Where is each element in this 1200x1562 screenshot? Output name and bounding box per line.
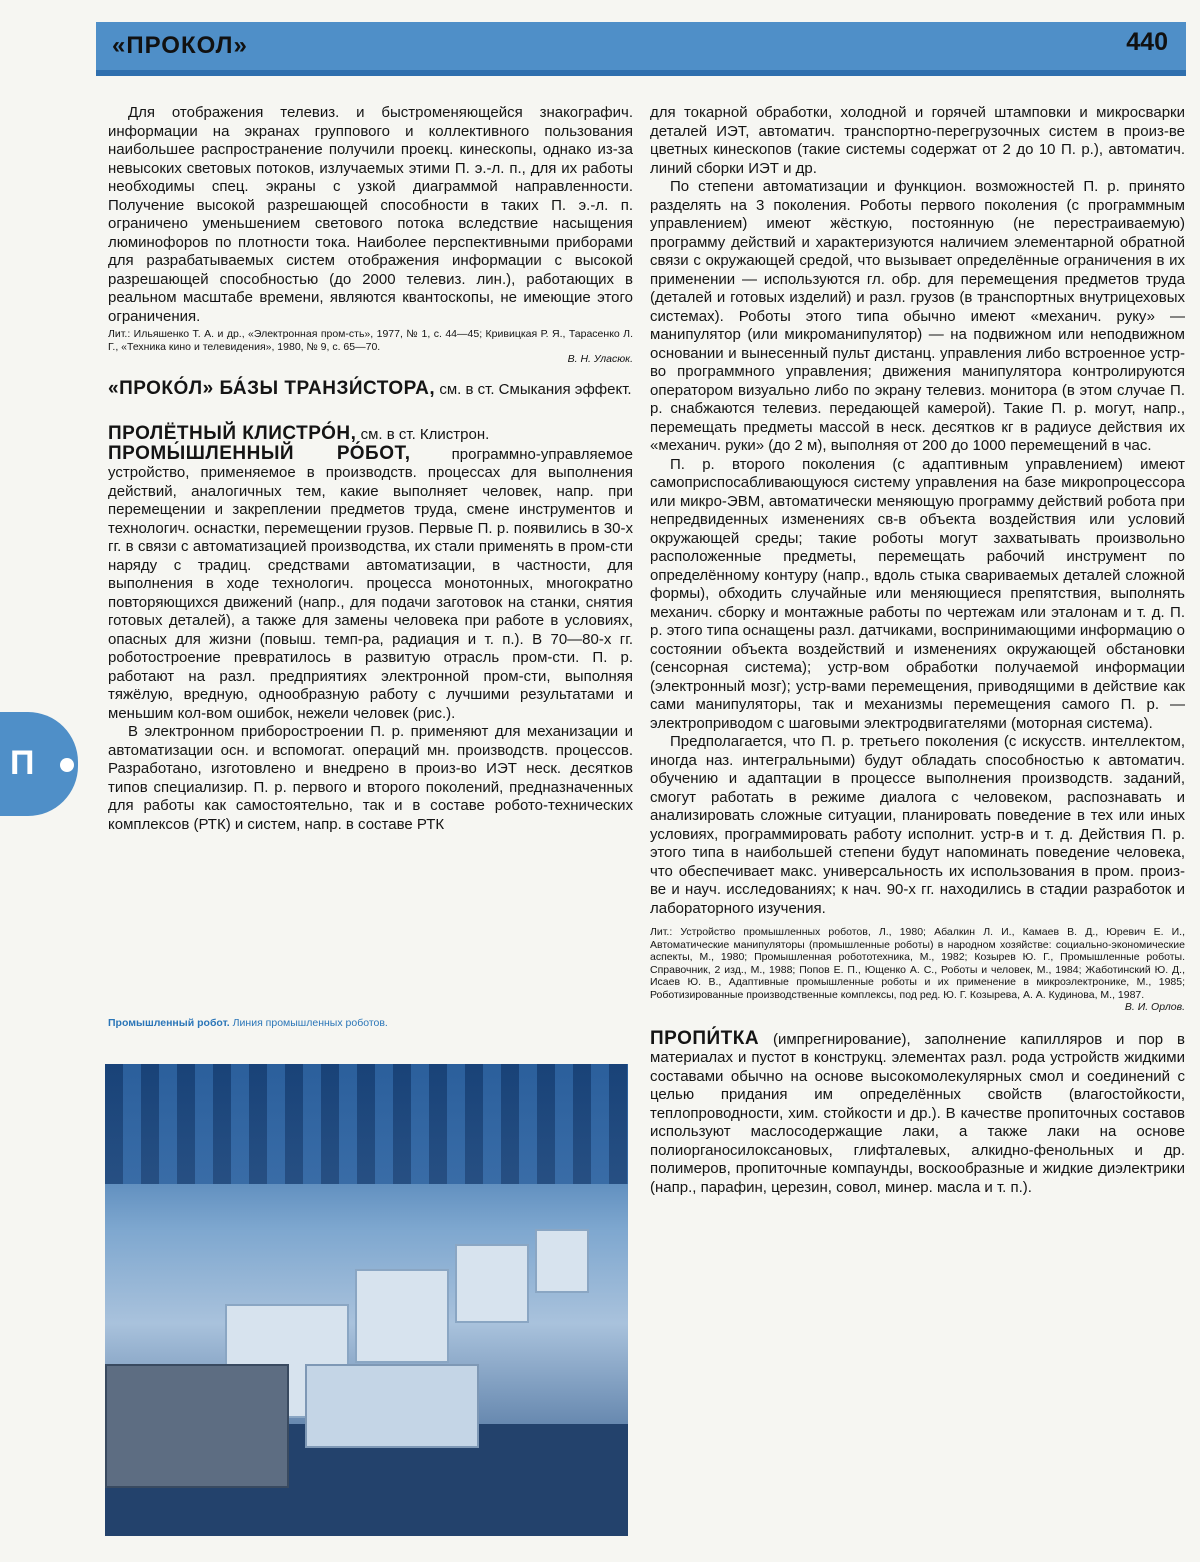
literature-reference: Лит.: Устройство промышленных роботов, Л., 1980; Абалкин Л. И., Камаев В. Д., Юревич Е. И., Автоматические манипуляторы (промышленные роботы) в народном хозяйстве: социально-экономические аспекты, М., 1980; Промышленная робототехника, М., 1982; Козырев Ю. Г., Промышленные роботы. Справочник, 2 изд., М., 1988; Попов Е. П., Ющенко А. С., Роботы и человек, М., 1984; Жаботинский Ю. Д., Исаев Ю. В., Адаптивные промышленные роботы и их применение в микроэлектронике, М., 1985; Роботизированные производственные комплексы, под ред. Ю. Г. Козырева, А. А. Кудинова, М., 1987.	[650, 926, 1185, 1001]
thumb-index-tab	[0, 712, 78, 816]
paragraph: для токарной обработки, холодной и горячей штамповки и микросварки деталей ИЭТ, автоматич. транспортно-перегрузочных систем в произ-ве цветных кинескопов (такие системы содержат от 2 до 10 П. р.), автоматич. линий сборки ИЭТ и др.	[650, 104, 1185, 177]
entry-term: «ПРОКО́Л» БА́ЗЫ ТРАНЗИ́СТОРА,	[108, 377, 436, 399]
figure-caption-text: Линия промышленных роботов.	[232, 1017, 388, 1029]
photo-ceiling	[105, 1064, 628, 1184]
figure-photo	[105, 1064, 628, 1536]
control-console	[105, 1364, 289, 1488]
entry-term: ПРОМЫ́ШЛЕННЫЙ РО́БОТ,	[108, 442, 411, 464]
figure-caption-title: Промышленный робот.	[108, 1017, 230, 1029]
page-number: 440	[1126, 28, 1168, 56]
entry-text: программно-управляемое устройство, применяемое в производств. процессах для выполнения действий, аналогичных тем, какие выполняет человек, напр. при перемещении и закреплении предметов труда, смене инструментов и технологич. оснастки, перемещении грузов. Первые П. р. появились в 30-х гг. в связи с автоматизацией производства, их стали применять в пром-сти наряду с традиц. средствами автоматизации, в частности, для выполнения в ходе технологич. процесса монотонных, многократно повторяющихся движений (напр., для подачи заготовок на станки, снятия готовых деталей), а также для замены человека при работе в условиях, опасных для жизни (повыш. темп-ра, радиация и т. п.). В 70—80-х гг. роботостроение превратилось в развитую отрасль пром-сти. П. р. работают на разл. предприятиях электронной пром-сти, выполняя тяжёлую, вредную, однообразную работу с лучшими результатами и меньшим кол-вом ошибок, нежели человек (рис.).	[108, 445, 634, 722]
entry-text: см. в ст. Клистрон.	[360, 426, 490, 443]
thumb-index-dot	[60, 758, 74, 772]
robot-machine	[455, 1244, 529, 1323]
paragraph: П. р. второго поколения (с адаптивным управлением) имеют самоприспосабливающуюся систему управления на базе микропроцессора или микро-ЭВМ, автоматически меняющую программу действий робота при непредвиденных изменениях св-в объекта воздействия или условий окружающей среды; такие роботы могут захватывать произвольно расположенные предметы, перемещать рабочий инструмент по определённому контуру (напр., вдоль стыка свариваемых деталей сложной формы), обходить случайные или меняющиеся препятствия, выполнять механич. сборку и монтажные работы по чертежам или эталонам и т. д. П. р. этого типа оснащены разл. датчиками, воспринимающими информацию о состоянии объекта воздействий и изменениях окружающей обстановки (сенсорная система); устр-вом обработки получаемой информации (электронный мозг); устр-вами перемещения, приводящими в действие как сами манипуляторы, так и механизмы перемещения самого П. р. — электроприводом с шаговыми электродвигателями (моторная система).	[650, 455, 1185, 732]
article-author: В. И. Орлов.	[1124, 1001, 1185, 1013]
paragraph: Предполагается, что П. р. третьего поколения (с искусств. интеллектом, иногда наз. интегральными) будут обладать способностью к автоматич. обучению и адаптации в процессе выполнения производств. заданий, смогут работать в режиме диалога с человеком, распознавать и анализировать сложные ситуации, планировать поведение в тех или иных условиях, программировать работу исполнит. устр-в и т. д. Действия П. р. этого типа в наибольшей степени будут напоминать поведение человека, что обеспечивает макс. универсальность их использования в пром. произ-ве и науч. исследованиях; к нач. 90-х гг. находились в стадии разработок и лабораторного изучения.	[650, 733, 1185, 917]
right-column	[650, 104, 1185, 1197]
paragraph: В электронном приборостроении П. р. применяют для механизации и автоматизации осн. и вспомогат. операций мн. производств. процессов. Разработано, изготовлено и внедрено в произ-во ИЭТ неск. десятков типов специализир. П. р. первого и второго поколений, предназначенных для работы как самостоятельно, так и в составе робото-технических комплексов (РТК) и систем, напр. в составе РТК	[108, 723, 633, 833]
entry-promyshlenny-robot	[108, 442, 634, 724]
left-column	[108, 104, 633, 834]
page-header-title: «ПРОКОЛ»	[112, 32, 248, 59]
robot-machine	[355, 1269, 449, 1363]
paragraph: Для отображения телевиз. и быстроменяющейся знакографич. информации на экранах группового и коллективного пользования наибольшее распространение получили проекц. кинескопы, однако из-за невысоких световых потоков, излучаемых этими П. э.-л. п., для их работы необходимы спец. экраны с узкой диаграммой направленности. Получение высокой разрешающей способности в таких П. э.-л. п. ограничено уменьшением светового потока вследствие насыщения люминофоров по плотности тока. Наиболее перспективными приборами для разрабатываемых систем отображения информации с высокой разрешающей способностью (до 2000 телевиз. лин.), работающих в реальном масштабе времени, являются квантоскопы, не имеющие этого ограничения.	[108, 104, 633, 325]
entry-term: ПРОПИ́ТКА	[650, 1027, 760, 1049]
machine-panel	[305, 1364, 479, 1448]
robot-machine	[535, 1229, 589, 1293]
entry-term: ПРОЛЁТНЫЙ КЛИСТРО́Н,	[108, 423, 357, 444]
entry-text: см. в ст. Смыкания эффект.	[439, 380, 632, 398]
figure-caption	[108, 1017, 468, 1030]
entry-text: (импрегнирование), заполнение капилляров и пор в материалах и пустот в конструкц. элементах разл. рода устройств жидкими составами обычно на основе высокомолекулярных смол и соединений с целью придания им определённых свойств (влагостойкости, теплопроводности, хим. стойкости и др.). В качестве пропиточных составов используют маслосодержащие лаки, а также лаки на основе полиорганосилоксановых, глифталевых, алкидно-фенольных и др. полимеров, пропиточные компаунды, воскообразные и жидкие диэлектрики (напр., парафин, церезин, совол, минер. масла и т. п.).	[650, 1030, 1186, 1196]
header-bar	[96, 22, 1186, 76]
paragraph: По степени автоматизации и функцион. возможностей П. р. принято разделять на 3 поколения. Роботы первого поколения (с программным управлением) имеют жёсткую, постоянную (не перестраиваемую) программу действий и характеризуются наличием элементарной обратной связи с окружающей средой, что вызывает определённые ограничения в их применении — используются гл. обр. для перемещения предметов труда (деталей и готовых изделий) и разл. грузов (в транспортных внутрицеховых системах). Роботы этого типа обычно имеют «механич. руку» — манипулятор (или микроманипулятор) — на подвижном или неподвижном основании и вынесенный пульт дистанц. управления либо встроенное устр-во программного управления; движения манипулятора контролируются оператором визуально либо по экрану телевиз. монитора (в этом случае П. р. снабжаются телевиз. передающей камерой). Такие П. р. могут, напр., перемещать предметы массой в неск. десятков кг в радиусе действия их «механич. руки» (до 2 м), выполняя от 200 до 1000 перемещений в час.	[650, 178, 1185, 454]
entry-propitka	[650, 1027, 1186, 1198]
entry-prokol-bazy	[108, 377, 633, 400]
literature-reference: Лит.: Ильяшенко Т. А. и др., «Электронная пром-сть», 1977, № 1, с. 44—45; Кривицкая Р. Я., Тарасенко Л. Г., «Техника кино и телевидения», 1980, № 9, с. 65—70.	[108, 328, 633, 353]
thumb-index-letter: П	[10, 744, 35, 782]
article-author: В. Н. Уласюк.	[567, 353, 633, 365]
